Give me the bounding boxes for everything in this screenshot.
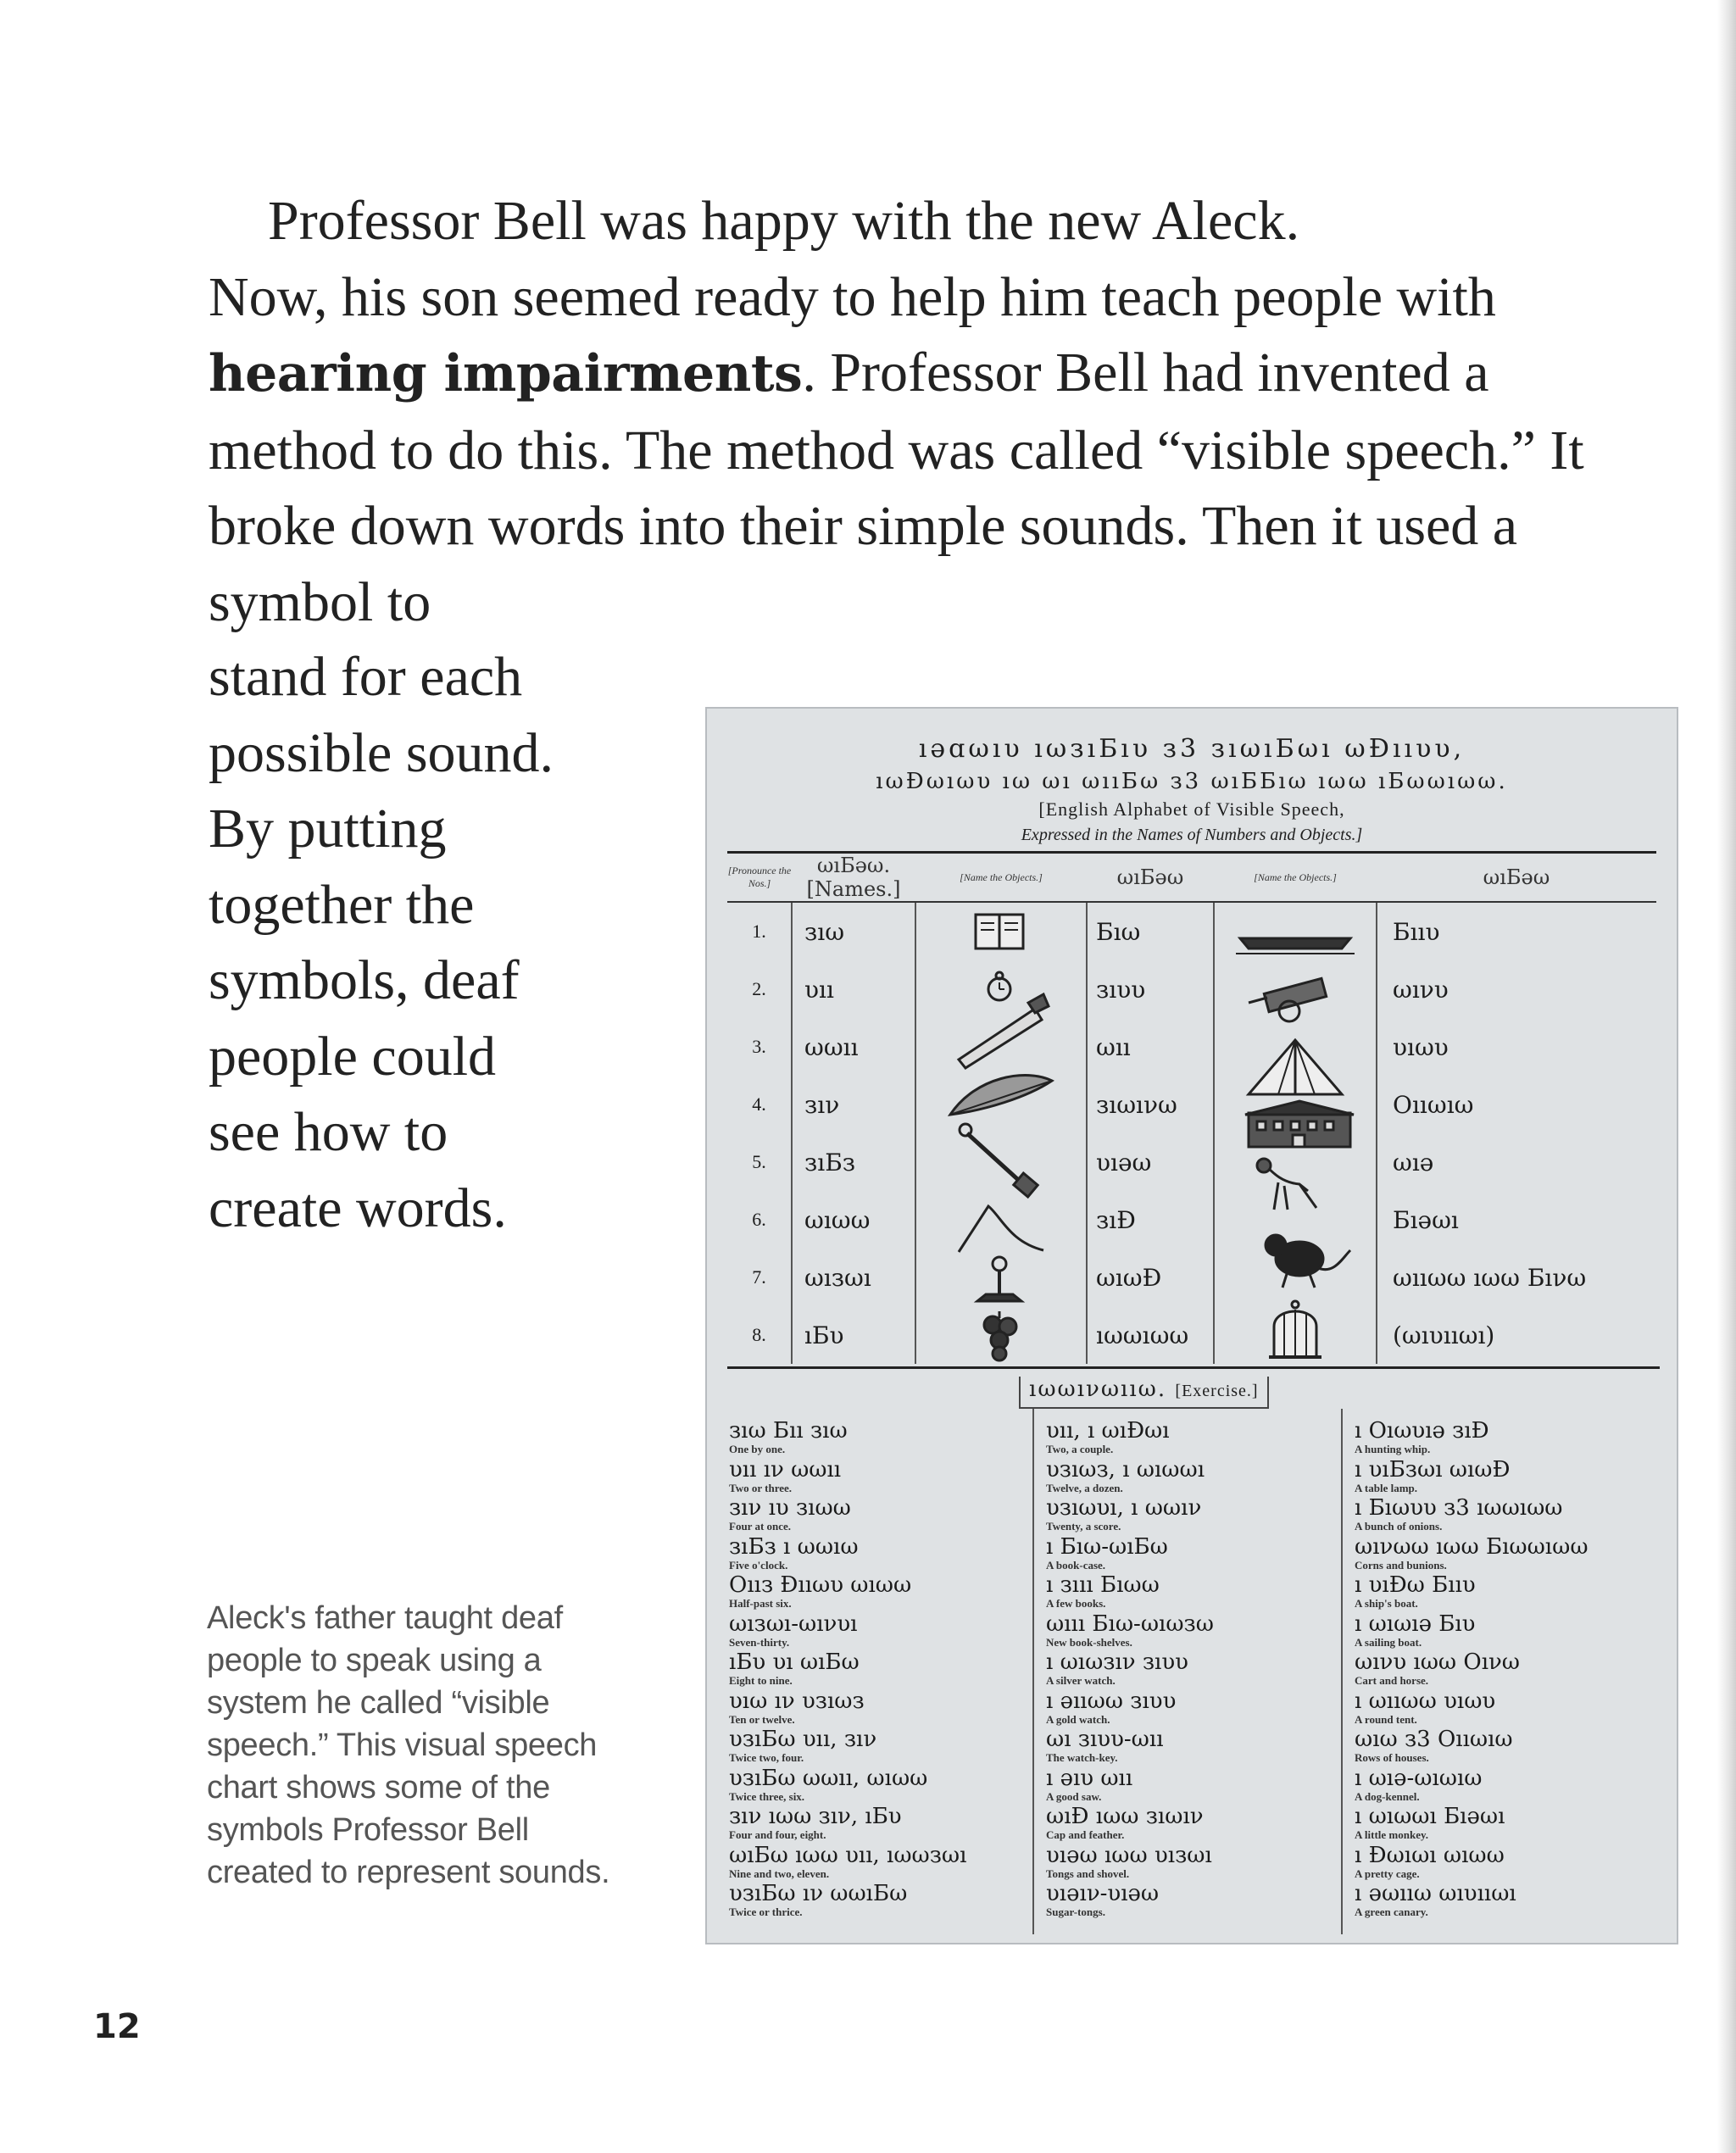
number-cell: 1. bbox=[752, 921, 766, 942]
exercise-item bbox=[729, 1496, 1026, 1535]
monkey-icon bbox=[1266, 1235, 1350, 1288]
exercise-vs-text: ωııı Бıω-ωıωзω bbox=[1046, 1611, 1214, 1637]
exercise-english-text: Ten or twelve. bbox=[729, 1712, 795, 1726]
exercise-item bbox=[1355, 1689, 1651, 1728]
narrow-line: people could bbox=[209, 1025, 497, 1088]
houses-icon bbox=[1245, 1101, 1354, 1147]
exercise-english-text: Twenty, a score. bbox=[1046, 1520, 1121, 1533]
object-illustrations-b bbox=[1215, 903, 1376, 1364]
exercise-english-text: Tongs and shovel. bbox=[1046, 1866, 1130, 1880]
exercise-item bbox=[729, 1766, 1026, 1805]
object-name-cell: ωıı bbox=[1096, 1032, 1131, 1061]
exercise-vs-text: υıω ıν υзıωз bbox=[729, 1688, 865, 1714]
exercise-english-text: Corns and bunions. bbox=[1355, 1558, 1447, 1572]
exercise-english-text: Half-past six. bbox=[729, 1597, 792, 1610]
exercise-item bbox=[1355, 1496, 1651, 1535]
exercise-item bbox=[1046, 1458, 1343, 1497]
exercise-vs-text: ωıω з3 Οııωıω bbox=[1355, 1727, 1513, 1752]
exercise-item bbox=[729, 1612, 1026, 1651]
number-cell: 8. bbox=[752, 1324, 766, 1345]
alphabet-table bbox=[727, 851, 1656, 1364]
object-name-cell: Бıəωı bbox=[1393, 1205, 1459, 1234]
exercise-vs-text: ı ωıωıə Бıυ bbox=[1355, 1611, 1476, 1637]
narrow-column-text bbox=[209, 639, 649, 1246]
exercise-item bbox=[1355, 1766, 1651, 1805]
tent-icon bbox=[1249, 1040, 1342, 1094]
object-pictures-b bbox=[1214, 902, 1377, 1364]
exercise-english-text: A book-case. bbox=[1046, 1558, 1106, 1572]
exercise-vs-text: Οııз Ɖııωυ ωıωω bbox=[729, 1572, 912, 1598]
object-name-cell: ωıωƉ bbox=[1096, 1263, 1162, 1292]
exercise-item bbox=[1355, 1573, 1651, 1612]
exercise-vs-text: ı ωıə-ωıωıω bbox=[1355, 1765, 1483, 1791]
exercise-english-text: Two, a couple. bbox=[1046, 1443, 1114, 1455]
exercise-item bbox=[1355, 1458, 1651, 1497]
lamp-icon bbox=[977, 1257, 1021, 1301]
paragraph-text-b: . Professor Bell had invented a method to do this. The method was called “visible speech.” It broke down words into their simple sounds. Then it used a symbol to bbox=[209, 342, 1584, 633]
vs-title-line-1: ıəɑωıυ ıωзıБıυ з3 зıωıБωı ωƉııυυ, bbox=[918, 734, 1466, 764]
exercise-item bbox=[1046, 1419, 1343, 1458]
exercise-item bbox=[729, 1419, 1026, 1458]
numbers-column bbox=[727, 902, 792, 1364]
glossary-term-hearing-impairments: hearing impairments bbox=[209, 344, 803, 403]
exercise-vs-text: зıν ıυ зıωω bbox=[729, 1495, 851, 1521]
paragraph-text-a: Now, his son seemed ready to help him teach people with bbox=[209, 265, 1496, 328]
object-name-cell: Бıω bbox=[1096, 917, 1141, 946]
number-name-cell: зıν bbox=[804, 1090, 840, 1119]
exercise-english-text: A ship's boat. bbox=[1355, 1597, 1418, 1610]
exercise-vs-text: υıəıν-υıəω bbox=[1046, 1881, 1160, 1906]
object-name-cell: υıəω bbox=[1096, 1148, 1152, 1177]
exercise-vs-text: ıБυ υı ωıБω bbox=[729, 1650, 860, 1675]
page-edge-shadow bbox=[1717, 0, 1736, 2153]
exercise-item bbox=[1046, 1650, 1343, 1689]
exercise-vs-text: ωıνωω ıωω Бıωωıωω bbox=[1355, 1533, 1589, 1560]
chart-heading bbox=[707, 732, 1677, 848]
exercise-vs-text: ı ωııωω υıωυ bbox=[1355, 1688, 1496, 1714]
english-title: [English Alphabet of Visible Speech, bbox=[1038, 798, 1345, 820]
page-number: 12 bbox=[93, 2007, 141, 2046]
object-name-cell: (ωıυııωı) bbox=[1393, 1321, 1495, 1349]
cart-icon bbox=[1249, 978, 1327, 1021]
onions-icon bbox=[984, 1311, 1016, 1360]
exercise-item bbox=[1046, 1535, 1343, 1574]
number-name-cell: зıБз bbox=[804, 1148, 856, 1177]
english-subtitle: Expressed in the Names of Numbers and Objects.] bbox=[1021, 826, 1363, 844]
exercise-item bbox=[1355, 1535, 1651, 1574]
exercise-vs-text: ı Ɖωıωı ωıωω bbox=[1355, 1842, 1505, 1868]
exercise-vs-text: зıБз ı ωωıω bbox=[729, 1533, 859, 1560]
object-name-cell: зıωıνω bbox=[1096, 1090, 1177, 1119]
exercise-column-2 bbox=[1046, 1419, 1343, 1921]
exercise-item bbox=[729, 1727, 1026, 1766]
exercise-item bbox=[729, 1573, 1026, 1612]
key-icon bbox=[960, 1124, 1038, 1197]
book-icon bbox=[976, 915, 1023, 949]
exercise-item bbox=[1355, 1727, 1651, 1766]
exercise-vs-text: υзıωυı, ı ωωıν bbox=[1046, 1495, 1202, 1521]
exercise-english-text: A little monkey. bbox=[1355, 1828, 1429, 1841]
exercise-item bbox=[1046, 1805, 1343, 1844]
exercise-english-text: Twice three, six. bbox=[729, 1789, 805, 1803]
exercise-vs-text: υıı, ı ωıƉωı bbox=[1046, 1418, 1170, 1444]
caption-line: symbols Professor Bell bbox=[207, 1812, 529, 1848]
exercise-vs-text: ı əıυ ωıı bbox=[1046, 1765, 1133, 1791]
exercise-vs-text: ı əωııω ωıυııωı bbox=[1355, 1881, 1516, 1906]
number-cell: 3. bbox=[752, 1036, 766, 1057]
number-cell: 6. bbox=[752, 1209, 766, 1230]
col-header-names-a: ωıБəω bbox=[1087, 853, 1214, 903]
exercise-english-text: Twice two, four. bbox=[729, 1751, 804, 1764]
exercise-vs-text: ı υıƉω Бııυ bbox=[1355, 1572, 1476, 1598]
exercise-item bbox=[1046, 1496, 1343, 1535]
exercise-english-text: Nine and two, eleven. bbox=[729, 1866, 830, 1880]
exercise-item bbox=[729, 1805, 1026, 1844]
exercise-item bbox=[1046, 1612, 1343, 1651]
exercise-vs-text: зıν ıωω зıν, ıБυ bbox=[729, 1804, 902, 1829]
exercise-item bbox=[1046, 1727, 1343, 1766]
col-header-objects-b: [Name the Objects.] bbox=[1214, 853, 1377, 903]
paragraph-continuation bbox=[209, 259, 1599, 641]
exercise-item bbox=[1355, 1419, 1651, 1458]
exercise-column-divider bbox=[1032, 1409, 1034, 1934]
exercise-english-text: The watch-key. bbox=[1046, 1751, 1118, 1764]
exercise-item bbox=[1355, 1805, 1651, 1844]
exercise-english-text: One by one. bbox=[729, 1443, 786, 1455]
exercise-vs-text: ωıБω ıωω υıı, ıωωзωı bbox=[729, 1842, 967, 1868]
exercise-item bbox=[1046, 1766, 1343, 1805]
exercise-item bbox=[729, 1650, 1026, 1689]
exercise-vs-text: υзıωз, ı ωıωωı bbox=[1046, 1456, 1205, 1483]
exercise-item bbox=[1046, 1573, 1343, 1612]
number-name-cell: υıı bbox=[804, 975, 834, 1004]
saw-icon bbox=[959, 994, 1049, 1068]
object-name-cell: зıƉ bbox=[1096, 1205, 1136, 1234]
main-paragraph bbox=[209, 183, 1599, 640]
caption-line: speech.” This visual speech bbox=[207, 1727, 598, 1763]
exercise-english-text: A bunch of onions. bbox=[1355, 1520, 1443, 1533]
narrow-line: possible sound. bbox=[209, 721, 554, 784]
exercise-vs-text: ı ωıωωı Бıəωı bbox=[1355, 1804, 1505, 1829]
exercise-column-1 bbox=[729, 1419, 1026, 1921]
narrow-line: see how to bbox=[209, 1101, 448, 1163]
exercise-vs-text: ı Бıωυυ з3 ıωωıωω bbox=[1355, 1495, 1563, 1521]
object-name-cell: Οııωıω bbox=[1393, 1090, 1474, 1119]
exercise-english-text: A sailing boat. bbox=[1355, 1635, 1422, 1649]
exercise-heading-en: [Exercise.] bbox=[1175, 1382, 1259, 1400]
col-header-numbers: [Pronounce the Nos.] bbox=[727, 853, 792, 903]
exercise-english-text: A green canary. bbox=[1355, 1905, 1428, 1918]
exercise-vs-text: ı Бıω-ωıБω bbox=[1046, 1533, 1168, 1560]
exercise-english-text: A dog-kennel. bbox=[1355, 1789, 1420, 1803]
number-cell: 7. bbox=[752, 1266, 766, 1288]
exercise-vs-text: υıəω ıωω υıзωı bbox=[1046, 1842, 1212, 1868]
exercise-vs-text: ı ωıωзıν зıυυ bbox=[1046, 1650, 1188, 1675]
exercise-english-text: New book-shelves. bbox=[1046, 1635, 1132, 1649]
exercise-vs-text: υзıБω υıı, зıν bbox=[729, 1727, 877, 1752]
narrow-line: together the bbox=[209, 873, 475, 936]
feather-icon bbox=[950, 1075, 1052, 1115]
caption-line: Aleck's father taught deaf bbox=[207, 1600, 563, 1636]
col-header-objects-a: [Name the Objects.] bbox=[915, 853, 1087, 903]
whip-icon bbox=[959, 1206, 1043, 1252]
dog-icon bbox=[1257, 1159, 1316, 1210]
exercise-vs-text: ωı зıυυ-ωıı bbox=[1046, 1727, 1164, 1752]
exercise-item bbox=[729, 1458, 1026, 1497]
exercise-english-text: A good saw. bbox=[1046, 1789, 1102, 1803]
exercise-item bbox=[729, 1689, 1026, 1728]
exercise-english-text: Eight to nine. bbox=[729, 1674, 793, 1687]
number-name-cell: ωıзωı bbox=[804, 1263, 871, 1292]
exercise-vs-text: ωıƉ ıωω зıωıν bbox=[1046, 1804, 1204, 1829]
caption-line: people to speak using a bbox=[207, 1643, 542, 1678]
exercise-item bbox=[1355, 1882, 1651, 1921]
narrow-line: create words. bbox=[209, 1177, 507, 1239]
exercise-item bbox=[729, 1844, 1026, 1883]
object-names-column-b bbox=[1377, 902, 1656, 1364]
exercise-english-text: Twice or thrice. bbox=[729, 1905, 803, 1918]
exercise-english-text: A pretty cage. bbox=[1355, 1866, 1420, 1880]
object-names-column-a bbox=[1087, 902, 1214, 1364]
exercise-vs-text: ωıνυ ıωω Οıνω bbox=[1355, 1650, 1521, 1675]
caption-line: created to represent sounds. bbox=[207, 1855, 610, 1890]
number-names-column bbox=[792, 902, 915, 1364]
object-name-cell: υıωυ bbox=[1393, 1032, 1449, 1061]
exercise-heading bbox=[1019, 1377, 1269, 1409]
exercise-english-text: A table lamp. bbox=[1355, 1481, 1418, 1494]
number-cell: 5. bbox=[752, 1151, 766, 1172]
number-name-cell: зıω bbox=[804, 917, 845, 946]
exercise-vs-text: υзıБω ıν ωωıБω bbox=[729, 1881, 908, 1906]
exercise-english-text: Twelve, a dozen. bbox=[1046, 1481, 1123, 1494]
number-cell: 4. bbox=[752, 1093, 766, 1115]
exercise-vs-text: ωıзωı-ωıνυı bbox=[729, 1611, 858, 1637]
exercise-heading-vs: ıωωıνωııω. bbox=[1029, 1377, 1167, 1402]
col-header-names-b: ωıБəω bbox=[1377, 853, 1656, 903]
exercise-english-text: A round tent. bbox=[1355, 1712, 1417, 1726]
caption-line: system he called “visible bbox=[207, 1685, 550, 1721]
exercise-item bbox=[1046, 1689, 1343, 1728]
object-name-cell: ωııωω ıωω Бıνω bbox=[1393, 1263, 1587, 1292]
vs-title-line-2: ıωƉωıωυ ıω ωı ωııБω з3 ωıББıω ıωω ıБωωıωω. bbox=[876, 769, 1508, 794]
exercise-item bbox=[1046, 1844, 1343, 1883]
figure-caption bbox=[207, 1597, 648, 1894]
exercise-item bbox=[1046, 1882, 1343, 1921]
object-name-cell: ıωωıωω bbox=[1096, 1321, 1189, 1349]
exercise-vs-text: υıı ıν ωωıı bbox=[729, 1456, 842, 1483]
paragraph-line-1: Professor Bell was happy with the new Aleck. bbox=[268, 190, 1300, 252]
exercise-english-text: A silver watch. bbox=[1046, 1674, 1116, 1687]
number-name-cell: ıБυ bbox=[804, 1321, 844, 1349]
object-name-cell: ωıə bbox=[1393, 1148, 1434, 1177]
exercise-english-text: Four at once. bbox=[729, 1520, 792, 1533]
exercise-item bbox=[1355, 1844, 1651, 1883]
number-name-cell: ωωıı bbox=[804, 1032, 859, 1061]
exercise-english-text: Sugar-tongs. bbox=[1046, 1905, 1105, 1918]
caption-line: chart shows some of the bbox=[207, 1770, 550, 1805]
exercise-item bbox=[1355, 1612, 1651, 1651]
exercise-english-text: Cart and horse. bbox=[1355, 1674, 1429, 1687]
exercise-vs-text: ı əııωω зıυυ bbox=[1046, 1688, 1177, 1714]
object-name-cell: зıυυ bbox=[1096, 975, 1146, 1004]
visible-speech-chart bbox=[705, 707, 1678, 1944]
exercise-vs-text: ı зııı Бıωω bbox=[1046, 1572, 1160, 1598]
exercise-english-text: A hunting whip. bbox=[1355, 1443, 1431, 1455]
watch-icon bbox=[988, 972, 1010, 1000]
boat-icon bbox=[1236, 938, 1355, 954]
exercise-english-text: Seven-thirty. bbox=[729, 1635, 790, 1649]
exercise-vs-text: υзıБω ωωıı, ωıωω bbox=[729, 1765, 928, 1791]
exercise-english-text: A gold watch. bbox=[1046, 1712, 1110, 1726]
exercise-english-text: A few books. bbox=[1046, 1597, 1106, 1610]
exercise-english-text: Rows of houses. bbox=[1355, 1751, 1429, 1764]
exercise-vs-text: ı υıБзωı ωıωƉ bbox=[1355, 1456, 1511, 1483]
exercise-english-text: Cap and feather. bbox=[1046, 1828, 1125, 1841]
exercise-english-text: Two or three. bbox=[729, 1481, 793, 1494]
narrow-line: symbols, deaf bbox=[209, 949, 520, 1011]
number-name-cell: ωıωω bbox=[804, 1205, 871, 1234]
exercise-vs-text: ı Οıωυıə зıƉ bbox=[1355, 1418, 1489, 1444]
bird-cage-icon bbox=[1269, 1301, 1321, 1357]
exercise-item bbox=[1355, 1650, 1651, 1689]
narrow-line: By putting bbox=[209, 798, 447, 860]
object-name-cell: Бııυ bbox=[1393, 917, 1440, 946]
object-name-cell: ωıνυ bbox=[1393, 975, 1449, 1004]
object-illustrations-a bbox=[916, 903, 1086, 1364]
exercise-column-3 bbox=[1355, 1419, 1651, 1921]
exercise-vs-text: зıω Бıı зıω bbox=[729, 1418, 848, 1444]
exercise-item bbox=[729, 1535, 1026, 1574]
exercise-english-text: Four and four, eight. bbox=[729, 1828, 826, 1841]
number-cell: 2. bbox=[752, 978, 766, 999]
narrow-line: stand for each bbox=[209, 646, 523, 708]
object-pictures-a bbox=[915, 902, 1087, 1364]
exercise-item bbox=[729, 1882, 1026, 1921]
chart-divider bbox=[727, 1366, 1660, 1369]
exercise-english-text: Five o'clock. bbox=[729, 1558, 788, 1572]
col-header-names: ωıБəω. [Names.] bbox=[792, 853, 915, 903]
